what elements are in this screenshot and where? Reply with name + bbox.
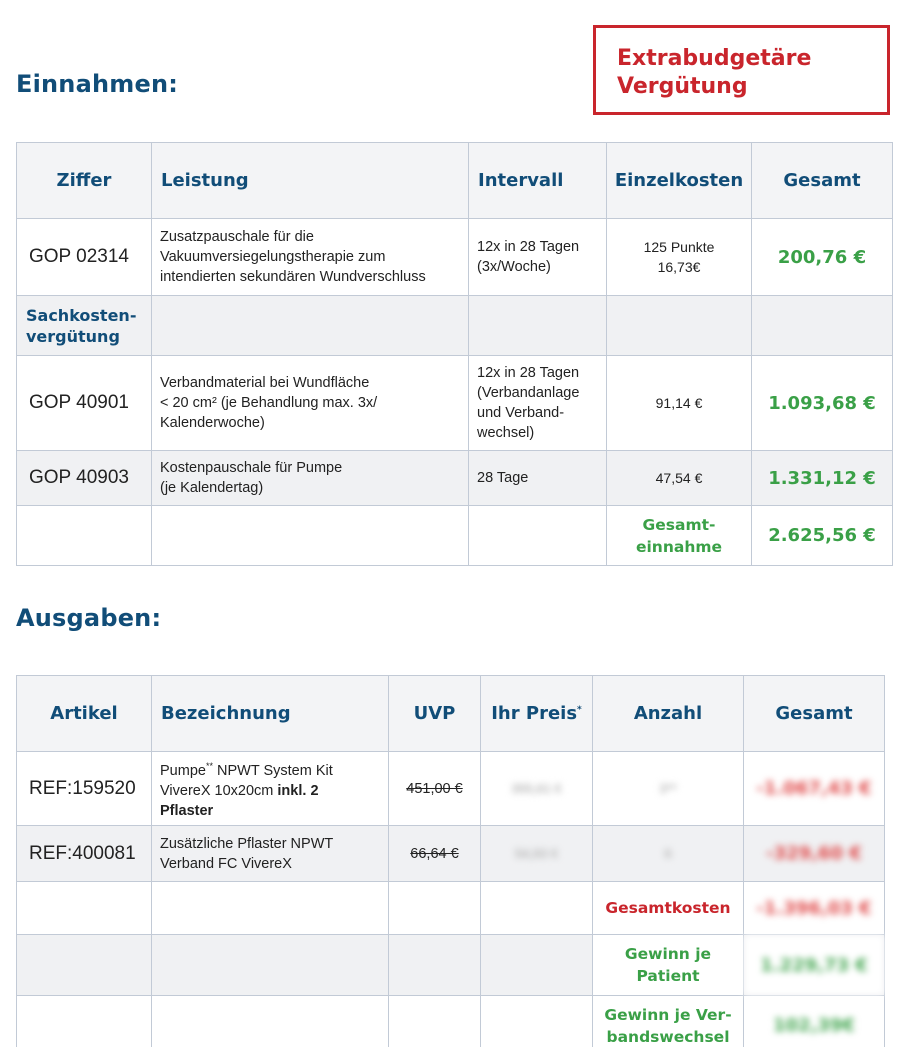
summary-label-line: Gewinn je [624, 945, 712, 963]
total-value: 2.625,56 € [752, 506, 893, 566]
uvp-cell: 451,00 € [389, 752, 481, 826]
header-ihr-preis [481, 676, 593, 752]
header-artikel: Artikel [17, 676, 152, 752]
empty-cell [17, 996, 152, 1047]
anzahl-cell: 3** [593, 752, 744, 826]
empty-cell [152, 882, 389, 935]
total-label-line: Gesamt- [642, 515, 716, 534]
empty-cell [752, 296, 893, 356]
empty-cell [469, 506, 607, 566]
ziffer-cell: GOP 40901 [17, 356, 152, 451]
table-row [17, 506, 893, 566]
empty-cell [389, 882, 481, 935]
empty-cell [17, 935, 152, 996]
extrabudgetary-callout [593, 25, 890, 115]
income-section-title: Einnahmen: [16, 70, 179, 98]
summary-label: Gesamtkosten [593, 882, 744, 935]
preis-cell: 355,61 € [481, 752, 593, 826]
header-anzahl: Anzahl [593, 676, 744, 752]
table-row [17, 219, 893, 296]
leistung-line: (je Kalendertag) [160, 480, 264, 496]
empty-cell [481, 882, 593, 935]
empty-cell [152, 996, 389, 1047]
leistung-line: Vakuumversiegelungstherapie zum [160, 249, 386, 265]
leistung-line: intendierten sekundären Wundverschluss [160, 269, 426, 285]
summary-label-line: Patient [636, 967, 700, 985]
gesamt-cell: -329,60 € [744, 826, 885, 882]
empty-cell [389, 935, 481, 996]
intervall-line: 12x in 28 Tagen [477, 365, 580, 381]
leistung-cell [152, 451, 469, 506]
leistung-line: Verbandmaterial bei Wundfläche [160, 375, 370, 391]
leistung-line: < 20 cm² (je Behandlung max. 3x/ [160, 395, 378, 411]
artikel-cell: REF:400081 [17, 826, 152, 882]
callout-line-2: Vergütung [617, 74, 748, 99]
table-row [17, 826, 885, 882]
intervall-line: wechsel) [477, 425, 535, 441]
callout-line-1: Extrabudgetäre [617, 46, 812, 71]
sachkosten-label [17, 296, 152, 356]
table-row [17, 752, 885, 826]
empty-cell [17, 506, 152, 566]
einzelkosten-line: 16,73€ [657, 259, 701, 275]
einzelkosten-cell [607, 219, 752, 296]
intervall-line: und Verband- [477, 405, 565, 421]
gesamt-cell: 1.331,12 € [752, 451, 893, 506]
table-row [17, 451, 893, 506]
einzelkosten-cell: 91,14 € [607, 356, 752, 451]
summary-label [593, 996, 744, 1047]
expenses-table [16, 675, 885, 1047]
header-leistung: Leistung [152, 143, 469, 219]
bezeichnung-line: Pumpe** NPWT System Kit [160, 761, 333, 779]
intervall-cell: 28 Tage [469, 451, 607, 506]
bezeichnung-line: Verband FC VivereX [160, 855, 292, 872]
bezeichnung-line: Zusätzliche Pflaster NPWT [160, 835, 334, 852]
leistung-line: Kalenderwoche) [160, 415, 265, 431]
ihr-preis-label: Ihr Preis [491, 703, 578, 724]
empty-cell [152, 506, 469, 566]
summary-label [593, 935, 744, 996]
ihr-preis-footnote-mark: * [577, 705, 582, 715]
bezeichnung-line: Pflaster [160, 802, 214, 819]
summary-label-line: bandswechsel [606, 1027, 730, 1046]
table-row [17, 296, 893, 356]
intervall-line: (Verbandanlage [477, 385, 580, 401]
empty-cell [17, 882, 152, 935]
empty-cell [481, 996, 593, 1047]
header-uvp: UVP [389, 676, 481, 752]
leistung-line: Kostenpauschale für Pumpe [160, 460, 343, 476]
ziffer-cell: GOP 02314 [17, 219, 152, 296]
intervall-line: (3x/Woche) [477, 259, 551, 275]
header-ziffer: Ziffer [17, 143, 152, 219]
leistung-line: Zusatzpauschale für die [160, 229, 314, 245]
intervall-cell [469, 356, 607, 451]
table-row [17, 996, 885, 1047]
header-gesamt: Gesamt [752, 143, 893, 219]
bezeichnung-cell [152, 752, 389, 826]
gesamt-cell: 1.093,68 € [752, 356, 893, 451]
bezeichnung-line: VivereX 10x20cm inkl. 2 [160, 782, 319, 799]
gesamt-cell: 200,76 € [752, 219, 893, 296]
empty-cell [469, 296, 607, 356]
empty-cell [389, 996, 481, 1047]
summary-label-line: Gewinn je Ver- [604, 1005, 732, 1024]
gesamt-cell: -1.067,43 € [744, 752, 885, 826]
header-bezeichnung: Bezeichnung [152, 676, 389, 752]
total-label-line: einnahme [635, 537, 723, 556]
table-row [17, 935, 885, 996]
ziffer-cell: GOP 40903 [17, 451, 152, 506]
preis-cell: 54,93 € [481, 826, 593, 882]
sachkosten-line: vergütung [26, 326, 120, 346]
bezeichnung-cell [152, 826, 389, 882]
summary-value: 1.229,73 € [744, 935, 885, 996]
total-label [607, 506, 752, 566]
leistung-cell [152, 219, 469, 296]
table-row [17, 882, 885, 935]
empty-cell [152, 296, 469, 356]
einzelkosten-cell: 47,54 € [607, 451, 752, 506]
intervall-cell [469, 219, 607, 296]
leistung-cell [152, 356, 469, 451]
header-intervall: Intervall [469, 143, 607, 219]
summary-value: -1.396,03 € [744, 882, 885, 935]
table-row [17, 356, 893, 451]
anzahl-cell: 6 [593, 826, 744, 882]
empty-cell [152, 935, 389, 996]
einzelkosten-line: 125 Punkte [643, 239, 715, 255]
uvp-cell: 66,64 € [389, 826, 481, 882]
sachkosten-line: Sachkosten- [26, 305, 137, 325]
expenses-section-title: Ausgaben: [16, 604, 162, 632]
header-einzelkosten: Einzelkosten [607, 143, 752, 219]
header-gesamt: Gesamt [744, 676, 885, 752]
empty-cell [481, 935, 593, 996]
empty-cell [607, 296, 752, 356]
intervall-line: 12x in 28 Tagen [477, 239, 580, 255]
summary-value: 102,39€ [744, 996, 885, 1047]
income-table [16, 142, 893, 566]
artikel-cell: REF:159520 [17, 752, 152, 826]
